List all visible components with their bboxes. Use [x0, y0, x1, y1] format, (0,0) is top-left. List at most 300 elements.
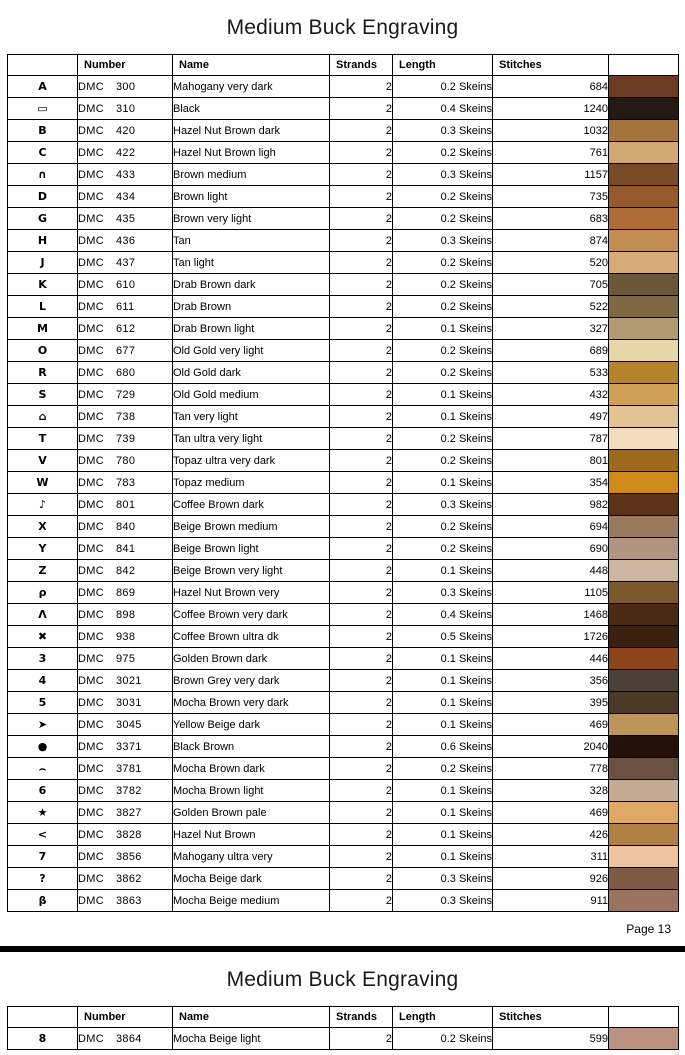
brand-label: DMC	[78, 718, 104, 731]
cell-symbol: ➤	[8, 714, 78, 736]
color-swatch	[609, 340, 678, 361]
cell-color-swatch	[609, 494, 679, 516]
cell-name: Brown medium	[173, 164, 330, 186]
color-swatch	[609, 538, 678, 559]
color-swatch	[609, 230, 678, 251]
cell-strands: 2	[330, 890, 393, 912]
cell-strands: 2	[330, 648, 393, 670]
floss-code: 422	[116, 146, 136, 159]
column-header-symbol	[8, 55, 78, 76]
cell-name: Topaz medium	[173, 472, 330, 494]
column-header-number: Number	[78, 1007, 173, 1028]
cell-length: 0.2 Skeins	[393, 252, 493, 274]
color-swatch	[609, 890, 678, 911]
cell-color-swatch	[609, 120, 679, 142]
cell-name: Beige Brown medium	[173, 516, 330, 538]
cell-number	[78, 318, 173, 340]
cell-stitches: 926	[493, 868, 609, 890]
floss-code: 3828	[116, 828, 142, 841]
cell-number	[78, 824, 173, 846]
cell-number	[78, 714, 173, 736]
cell-number	[78, 670, 173, 692]
cell-strands: 2	[330, 538, 393, 560]
brand-label: DMC	[78, 894, 104, 907]
cell-length: 0.2 Skeins	[393, 362, 493, 384]
cell-stitches: 432	[493, 384, 609, 406]
brand-label: DMC	[78, 454, 104, 467]
cell-number	[78, 186, 173, 208]
cell-length: 0.4 Skeins	[393, 98, 493, 120]
table-row	[8, 802, 679, 824]
column-header-name: Name	[173, 55, 330, 76]
cell-stitches: 533	[493, 362, 609, 384]
cell-length: 0.1 Skeins	[393, 802, 493, 824]
cell-strands: 2	[330, 318, 393, 340]
floss-code: 783	[116, 476, 136, 489]
cell-symbol: ?	[8, 868, 78, 890]
cell-color-swatch	[609, 692, 679, 714]
cell-length: 0.2 Skeins	[393, 428, 493, 450]
color-swatch	[609, 824, 678, 845]
cell-color-swatch	[609, 230, 679, 252]
cell-symbol: ★	[8, 802, 78, 824]
color-swatch	[609, 1028, 678, 1049]
cell-length: 0.6 Skeins	[393, 736, 493, 758]
cell-color-swatch	[609, 758, 679, 780]
table-row	[8, 208, 679, 230]
cell-number	[78, 274, 173, 296]
color-swatch	[609, 76, 678, 97]
table-row	[8, 340, 679, 362]
cell-strands: 2	[330, 164, 393, 186]
table-row	[8, 76, 679, 98]
table-header-row	[8, 1007, 679, 1028]
cell-strands: 2	[330, 1028, 393, 1050]
cell-name: Mocha Brown very dark	[173, 692, 330, 714]
cell-symbol: 8	[8, 1028, 78, 1050]
cell-number	[78, 582, 173, 604]
floss-code: 3045	[116, 718, 142, 731]
table-row	[8, 120, 679, 142]
cell-number	[78, 538, 173, 560]
cell-number	[78, 406, 173, 428]
cell-symbol: ⌂	[8, 406, 78, 428]
cell-stitches: 705	[493, 274, 609, 296]
brand-label: DMC	[78, 278, 104, 291]
brand-label: DMC	[78, 146, 104, 159]
cell-stitches: 354	[493, 472, 609, 494]
table-row	[8, 758, 679, 780]
brand-label: DMC	[78, 300, 104, 313]
cell-stitches: 1032	[493, 120, 609, 142]
column-header-color	[609, 1007, 679, 1028]
cell-strands: 2	[330, 450, 393, 472]
cell-strands: 2	[330, 340, 393, 362]
cell-length: 0.1 Skeins	[393, 560, 493, 582]
color-swatch	[609, 428, 678, 449]
cell-symbol: L	[8, 296, 78, 318]
cell-strands: 2	[330, 714, 393, 736]
cell-name: Mocha Brown dark	[173, 758, 330, 780]
cell-symbol: R	[8, 362, 78, 384]
floss-code: 738	[116, 410, 136, 423]
cell-symbol: Z	[8, 560, 78, 582]
cell-strands: 2	[330, 296, 393, 318]
brand-label: DMC	[78, 652, 104, 665]
floss-code: 3371	[116, 740, 142, 753]
cell-stitches: 522	[493, 296, 609, 318]
brand-label: DMC	[78, 190, 104, 203]
floss-code: 3031	[116, 696, 142, 709]
cell-name: Drab Brown light	[173, 318, 330, 340]
floss-code: 780	[116, 454, 136, 467]
cell-length: 0.2 Skeins	[393, 450, 493, 472]
cell-length: 0.3 Skeins	[393, 494, 493, 516]
cell-symbol: X	[8, 516, 78, 538]
brand-label: DMC	[78, 102, 104, 115]
cell-stitches: 982	[493, 494, 609, 516]
cell-name: Coffee Brown ultra dk	[173, 626, 330, 648]
floss-code: 3827	[116, 806, 142, 819]
floss-code: 3864	[116, 1032, 142, 1045]
color-swatch	[609, 516, 678, 537]
cell-strands: 2	[330, 252, 393, 274]
floss-code: 610	[116, 278, 136, 291]
cell-color-swatch	[609, 802, 679, 824]
cell-strands: 2	[330, 604, 393, 626]
cell-strands: 2	[330, 736, 393, 758]
floss-code: 310	[116, 102, 136, 115]
cell-color-swatch	[609, 626, 679, 648]
cell-color-swatch	[609, 384, 679, 406]
cell-stitches: 801	[493, 450, 609, 472]
cell-stitches: 1240	[493, 98, 609, 120]
cell-stitches: 520	[493, 252, 609, 274]
color-swatch	[609, 648, 678, 669]
floss-code: 611	[116, 300, 135, 313]
table-row	[8, 868, 679, 890]
cell-symbol: O	[8, 340, 78, 362]
column-header-number: Number	[78, 55, 173, 76]
cell-stitches: 735	[493, 186, 609, 208]
brand-label: DMC	[78, 784, 104, 797]
cell-name: Brown light	[173, 186, 330, 208]
cell-length: 0.1 Skeins	[393, 406, 493, 428]
cell-length: 0.1 Skeins	[393, 384, 493, 406]
cell-strands: 2	[330, 692, 393, 714]
brand-label: DMC	[78, 80, 104, 93]
cell-color-swatch	[609, 406, 679, 428]
cell-number	[78, 208, 173, 230]
cell-length: 0.1 Skeins	[393, 692, 493, 714]
floss-code: 435	[116, 212, 136, 225]
brand-label: DMC	[78, 410, 104, 423]
cell-symbol: V	[8, 450, 78, 472]
cell-length: 0.2 Skeins	[393, 758, 493, 780]
cell-stitches: 690	[493, 538, 609, 560]
color-swatch	[609, 362, 678, 383]
cell-strands: 2	[330, 780, 393, 802]
cell-name: Golden Brown pale	[173, 802, 330, 824]
cell-stitches: 684	[493, 76, 609, 98]
table-row	[8, 890, 679, 912]
color-swatch	[609, 406, 678, 427]
cell-stitches: 448	[493, 560, 609, 582]
cell-symbol: ♪	[8, 494, 78, 516]
cell-length: 0.2 Skeins	[393, 516, 493, 538]
brand-label: DMC	[78, 476, 104, 489]
cell-number	[78, 164, 173, 186]
floss-code: 3021	[116, 674, 142, 687]
cell-name: Black Brown	[173, 736, 330, 758]
floss-code: 300	[116, 80, 136, 93]
cell-symbol: β	[8, 890, 78, 912]
cell-number	[78, 802, 173, 824]
cell-name: Beige Brown very light	[173, 560, 330, 582]
color-swatch	[609, 164, 678, 185]
cell-number	[78, 340, 173, 362]
cell-strands: 2	[330, 758, 393, 780]
table-row	[8, 142, 679, 164]
cell-number	[78, 604, 173, 626]
cell-number	[78, 868, 173, 890]
brand-label: DMC	[78, 674, 104, 687]
color-swatch	[609, 208, 678, 229]
cell-color-swatch	[609, 516, 679, 538]
cell-length: 0.3 Skeins	[393, 230, 493, 252]
table-row	[8, 164, 679, 186]
color-swatch	[609, 736, 678, 757]
table-row	[8, 604, 679, 626]
cell-stitches: 1105	[493, 582, 609, 604]
cell-color-swatch	[609, 208, 679, 230]
table-row	[8, 362, 679, 384]
cell-color-swatch	[609, 1028, 679, 1050]
cell-stitches: 599	[493, 1028, 609, 1050]
cell-strands: 2	[330, 76, 393, 98]
brand-label: DMC	[78, 850, 104, 863]
floss-code: 3856	[116, 850, 142, 863]
cell-symbol: 7	[8, 846, 78, 868]
table-row	[8, 692, 679, 714]
cell-number	[78, 384, 173, 406]
cell-strands: 2	[330, 582, 393, 604]
color-swatch	[609, 186, 678, 207]
cell-number	[78, 296, 173, 318]
cell-symbol: Y	[8, 538, 78, 560]
cell-stitches: 911	[493, 890, 609, 912]
brand-label: DMC	[78, 322, 104, 335]
page-title: Medium Buck Engraving	[226, 16, 459, 39]
cell-stitches: 395	[493, 692, 609, 714]
floss-code: 3782	[116, 784, 142, 797]
cell-color-swatch	[609, 98, 679, 120]
brand-label: DMC	[78, 212, 104, 225]
brand-label: DMC	[78, 828, 104, 841]
table-row	[8, 428, 679, 450]
brand-label: DMC	[78, 234, 104, 247]
table-row	[8, 252, 679, 274]
color-swatch	[609, 692, 678, 713]
cell-length: 0.1 Skeins	[393, 714, 493, 736]
floss-code: 680	[116, 366, 136, 379]
cell-number	[78, 890, 173, 912]
cell-stitches: 426	[493, 824, 609, 846]
cell-symbol: H	[8, 230, 78, 252]
cell-color-swatch	[609, 648, 679, 670]
cell-strands: 2	[330, 824, 393, 846]
cell-number	[78, 98, 173, 120]
cell-strands: 2	[330, 846, 393, 868]
cell-symbol: ρ	[8, 582, 78, 604]
brand-label: DMC	[78, 520, 104, 533]
cell-symbol: W	[8, 472, 78, 494]
color-swatch	[609, 384, 678, 405]
cell-name: Hazel Nut Brown dark	[173, 120, 330, 142]
cell-color-swatch	[609, 362, 679, 384]
brand-label: DMC	[78, 696, 104, 709]
cell-color-swatch	[609, 890, 679, 912]
cell-stitches: 327	[493, 318, 609, 340]
color-swatch	[609, 494, 678, 515]
cell-stitches: 683	[493, 208, 609, 230]
brand-label: DMC	[78, 168, 104, 181]
cell-color-swatch	[609, 560, 679, 582]
cell-length: 0.4 Skeins	[393, 604, 493, 626]
floss-code: 938	[116, 630, 136, 643]
table-header-row	[8, 55, 679, 76]
floss-code: 869	[116, 586, 136, 599]
brand-label: DMC	[78, 564, 104, 577]
cell-color-swatch	[609, 582, 679, 604]
cell-color-swatch	[609, 296, 679, 318]
table-row	[8, 516, 679, 538]
table-row	[8, 560, 679, 582]
cell-length: 0.2 Skeins	[393, 340, 493, 362]
cell-symbol: K	[8, 274, 78, 296]
cell-number	[78, 560, 173, 582]
cell-name: Drab Brown dark	[173, 274, 330, 296]
cell-strands: 2	[330, 274, 393, 296]
floss-code: 677	[116, 344, 136, 357]
cell-length: 0.2 Skeins	[393, 208, 493, 230]
cell-symbol: C	[8, 142, 78, 164]
cell-color-swatch	[609, 824, 679, 846]
brand-label: DMC	[78, 740, 104, 753]
cell-color-swatch	[609, 670, 679, 692]
color-swatch	[609, 758, 678, 779]
cell-name: Mocha Beige light	[173, 1028, 330, 1050]
cell-strands: 2	[330, 472, 393, 494]
cell-stitches: 328	[493, 780, 609, 802]
cell-stitches: 1157	[493, 164, 609, 186]
brand-label: DMC	[78, 762, 104, 775]
cell-symbol: Λ	[8, 604, 78, 626]
floss-code: 801	[116, 498, 136, 511]
cell-stitches: 446	[493, 648, 609, 670]
cell-number	[78, 780, 173, 802]
color-swatch	[609, 846, 678, 867]
cell-stitches: 1468	[493, 604, 609, 626]
brand-label: DMC	[78, 630, 104, 643]
floss-table	[7, 1006, 679, 1050]
floss-code: 3863	[116, 894, 142, 907]
cell-length: 0.2 Skeins	[393, 186, 493, 208]
floss-code: 975	[116, 652, 136, 665]
floss-code: 612	[116, 322, 136, 335]
cell-number	[78, 230, 173, 252]
column-header-stitches: Stitches	[493, 1007, 609, 1028]
cell-strands: 2	[330, 802, 393, 824]
cell-length: 0.2 Skeins	[393, 296, 493, 318]
cell-length: 0.1 Skeins	[393, 846, 493, 868]
column-header-stitches: Stitches	[493, 55, 609, 76]
cell-length: 0.1 Skeins	[393, 318, 493, 340]
cell-stitches: 874	[493, 230, 609, 252]
cell-name: Mahogany very dark	[173, 76, 330, 98]
cell-number	[78, 494, 173, 516]
cell-number	[78, 252, 173, 274]
table-row	[8, 318, 679, 340]
cell-color-swatch	[609, 736, 679, 758]
cell-symbol: 4	[8, 670, 78, 692]
cell-symbol: B	[8, 120, 78, 142]
cell-symbol: ∩	[8, 164, 78, 186]
cell-symbol: ⌢	[8, 758, 78, 780]
cell-length: 0.1 Skeins	[393, 472, 493, 494]
cell-symbol: M	[8, 318, 78, 340]
cell-stitches: 694	[493, 516, 609, 538]
floss-code: 729	[116, 388, 136, 401]
table-row	[8, 780, 679, 802]
cell-strands: 2	[330, 670, 393, 692]
cell-stitches: 497	[493, 406, 609, 428]
cell-length: 0.3 Skeins	[393, 164, 493, 186]
brand-label: DMC	[78, 872, 104, 885]
column-header-length: Length	[393, 1007, 493, 1028]
cell-strands: 2	[330, 230, 393, 252]
cell-name: Brown very light	[173, 208, 330, 230]
cell-symbol: 3	[8, 648, 78, 670]
cell-name: Black	[173, 98, 330, 120]
table-row	[8, 296, 679, 318]
table-row	[8, 186, 679, 208]
cell-symbol: ✖	[8, 626, 78, 648]
cell-name: Coffee Brown dark	[173, 494, 330, 516]
cell-number	[78, 1028, 173, 1050]
cell-length: 0.1 Skeins	[393, 824, 493, 846]
cell-symbol: J	[8, 252, 78, 274]
cell-number	[78, 76, 173, 98]
cell-number	[78, 736, 173, 758]
page-number-footer: Page 13	[626, 922, 671, 936]
cell-strands: 2	[330, 516, 393, 538]
cell-length: 0.1 Skeins	[393, 780, 493, 802]
brand-label: DMC	[78, 498, 104, 511]
color-swatch	[609, 274, 678, 295]
cell-number	[78, 648, 173, 670]
column-header-strands: Strands	[330, 1007, 393, 1028]
column-header-color	[609, 55, 679, 76]
cell-number	[78, 516, 173, 538]
table-row	[8, 626, 679, 648]
cell-color-swatch	[609, 868, 679, 890]
brand-label: DMC	[78, 608, 104, 621]
cell-strands: 2	[330, 208, 393, 230]
floss-code: 898	[116, 608, 136, 621]
cell-color-swatch	[609, 538, 679, 560]
table-row	[8, 230, 679, 252]
